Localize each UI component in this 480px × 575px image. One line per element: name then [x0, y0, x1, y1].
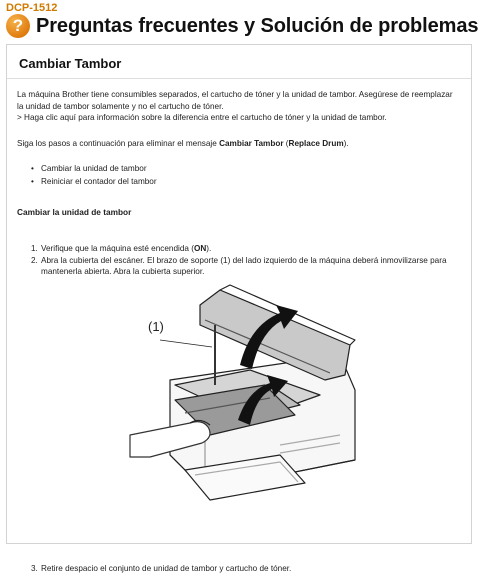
instruction-prefix: Siga los pasos a continuación para eliminar el mensaje [17, 139, 220, 148]
step-item [31, 243, 451, 255]
page-title: Preguntas frecuentes y Solución de problemas [36, 14, 479, 37]
step-text: Retire despacio el conjunto de unidad de tambor y cartucho de tóner. [41, 564, 292, 573]
steps-list [31, 243, 451, 278]
intro-text: La máquina Brother tiene consumibles separados, el cartucho de tóner y la unidad de tambor. Asegúrese de reemplazar la unidad de tambor solamente y no el cartucho de tóner. [17, 90, 453, 111]
card-title: Cambiar Tambor [19, 56, 122, 71]
instruction-suffix: ). [343, 139, 349, 148]
difference-link[interactable]: > Haga clic aquí para información sobre la diferencia entre el cartucho de tóner y la unidad de tambor. [17, 113, 387, 122]
step-text: Verifique que la máquina esté encendida ( [41, 244, 194, 253]
model-label: DCP-1512 [6, 2, 58, 14]
option-reset-counter[interactable]: • Reiniciar el contador del tambor [31, 176, 157, 189]
question-icon: ? [6, 14, 30, 38]
step-number: 2. [31, 255, 38, 265]
option-replace-drum[interactable]: • Cambiar la unidad de tambor [31, 163, 157, 176]
step-bold: ON [193, 244, 207, 253]
step-item [31, 255, 451, 278]
step-number: 1. [31, 244, 38, 253]
step-text: Abra la cubierta del escáner. El brazo de soporte (1) del lado izquierdo de la máquina deberá inmovilizarse para mantenerla abierta. Abra la cubierta superior. [41, 255, 447, 276]
instruction-paren: ( [283, 139, 289, 148]
printer-illustration [130, 285, 380, 505]
intro-paragraph [17, 89, 457, 124]
section-title: Cambiar la unidad de tambor [17, 207, 132, 217]
step-number: 3. [31, 564, 38, 573]
figure-callout: (1) [148, 319, 164, 334]
step-text-end: ). [206, 244, 212, 253]
page-header [6, 14, 478, 38]
instruction-message: Cambiar Tambor [219, 139, 284, 148]
card-header [7, 45, 471, 79]
instruction-message-en: Replace Drum [288, 139, 344, 148]
instruction-paragraph [17, 138, 457, 150]
step-item [31, 563, 451, 575]
options-list [31, 163, 157, 189]
